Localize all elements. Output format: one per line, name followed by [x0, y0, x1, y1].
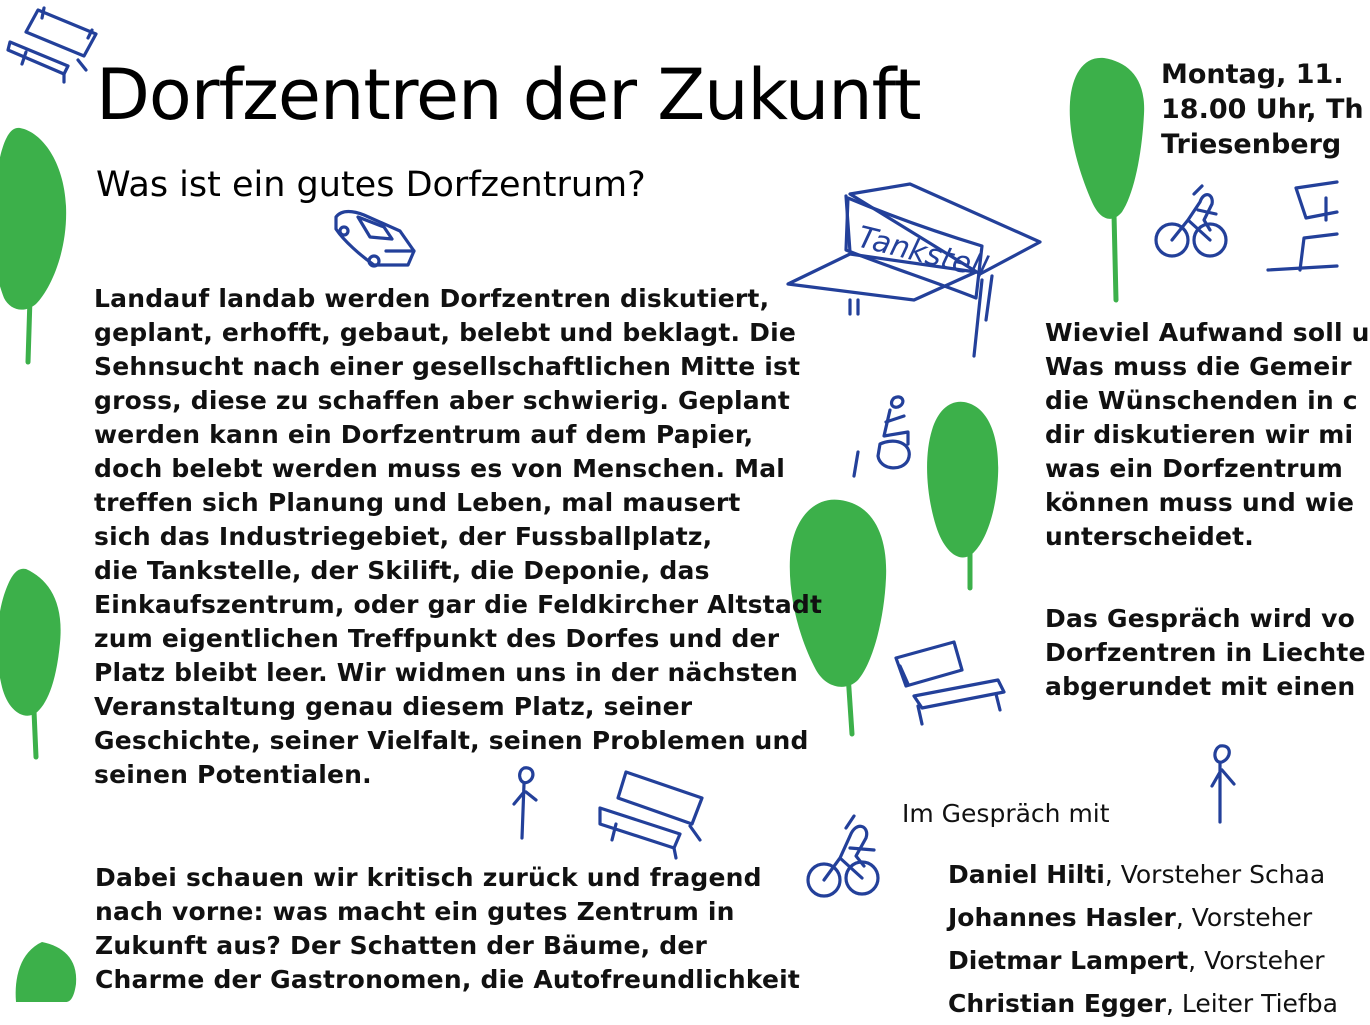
event-info	[1161, 57, 1364, 162]
text-line: die Wünschenden in c	[1045, 386, 1358, 415]
tree-sketch-icon	[0, 565, 72, 761]
panelist-name: Daniel Hilti	[948, 860, 1105, 889]
text-line: werden kann ein Dorfzentrum auf dem Papier,	[94, 420, 754, 449]
text-line: nach vorne: was macht ein gutes Zentrum in	[95, 897, 735, 926]
event-location: Triesenberg	[1161, 129, 1342, 160]
text-line: Einkaufszentrum, oder gar die Feldkircher Altstadt	[94, 590, 823, 619]
page-subtitle: Was ist ein gutes Dorfzentrum?	[96, 165, 646, 205]
text-line: dir diskutieren wir mi	[1045, 420, 1354, 449]
text-line: Landauf landab werden Dorfzentren diskutiert,	[94, 284, 770, 313]
gas-station-sign-text: Tankstell	[854, 219, 992, 286]
panelist-name: Christian Egger	[948, 989, 1166, 1018]
bench-sketch-icon	[892, 636, 1010, 728]
panelist-item	[948, 853, 1338, 896]
panelist-role: , Vorsteher Schaa	[1104, 860, 1326, 889]
panelist-name: Dietmar Lampert	[948, 946, 1189, 975]
bench-sketch-icon	[4, 4, 100, 84]
second-paragraph	[95, 861, 800, 997]
bench-sketch-icon	[1266, 176, 1337, 276]
intro-paragraph	[94, 282, 822, 792]
text-line: gross, diese zu schaffen aber schwierig. Geplant	[94, 386, 790, 415]
text-line: treffen sich Planung und Leben, mal mausert	[94, 488, 741, 517]
tree-sketch-icon	[1064, 54, 1148, 252]
panelist-role: , Vorsteher	[1188, 946, 1325, 975]
text-line: seinen Potentialen.	[94, 760, 372, 789]
panelist-list	[948, 853, 1338, 1025]
text-line: was ein Dorfzentrum	[1045, 454, 1343, 483]
text-line: abgerundet mit einen	[1045, 672, 1356, 701]
text-line: sich das Industriegebiet, der Fussballplatz,	[94, 522, 713, 551]
text-line: unterscheidet.	[1045, 522, 1254, 551]
text-line: Dabei schauen wir kritisch zurück und fragend	[95, 863, 762, 892]
text-line: zum eigentlichen Treffpunkt des Dorfes und der	[94, 624, 780, 653]
cyclist-sketch-icon	[804, 806, 884, 902]
text-line: können muss und wie	[1045, 488, 1355, 517]
text-line: Veranstaltung genau diesem Platz, seiner	[94, 692, 693, 721]
conversation-paragraph	[1045, 602, 1366, 704]
text-line: Geschichte, seiner Vielfalt, seinen Problemen und	[94, 726, 809, 755]
person-sketch-icon	[1204, 742, 1240, 826]
cyclist-sketch-icon	[1154, 180, 1230, 264]
text-line: Dorfzentren in Liechte	[1045, 638, 1366, 667]
text-line: doch belebt werden muss es von Menschen. Mal	[94, 454, 786, 483]
question-paragraph	[1045, 316, 1370, 554]
event-date: Montag, 11.	[1161, 59, 1344, 90]
panelist-item	[948, 896, 1338, 939]
tree-sketch-icon	[12, 938, 82, 1002]
tree-sketch-icon	[0, 122, 70, 368]
tree-sketch-icon	[920, 396, 1002, 594]
panelist-role: , Leiter Tiefba	[1165, 989, 1338, 1018]
event-time-place: 18.00 Uhr, Th	[1161, 94, 1364, 125]
wheelchair-sketch-icon	[850, 392, 920, 480]
panelist-item	[948, 982, 1338, 1025]
gas-station-sketch-icon	[786, 180, 1046, 364]
text-line: Charme der Gastronomen, die Autofreundlichkeit	[95, 965, 801, 994]
text-line: Das Gespräch wird vo	[1045, 604, 1356, 633]
text-line: Sehnsucht nach einer gesellschaftlichen Mitte ist	[94, 352, 801, 381]
text-line: die Tankstelle, der Skilift, die Deponie, das	[94, 556, 710, 585]
text-line: geplant, erhofft, gebaut, belebt und beklagt. Die	[94, 318, 797, 347]
text-line: Was muss die Gemeir	[1045, 352, 1352, 381]
text-line: Zukunft aus? Der Schatten der Bäume, der	[95, 931, 708, 960]
panelist-item	[948, 939, 1338, 982]
text-line: Wieviel Aufwand soll u	[1045, 318, 1370, 347]
panel-label: Im Gespräch mit	[902, 799, 1110, 828]
car-sketch-icon	[330, 205, 420, 271]
panelist-role: , Vorsteher	[1175, 903, 1313, 932]
page-title: Dorfzentren der Zukunft	[96, 54, 921, 136]
panelist-name: Johannes Hasler	[948, 903, 1176, 932]
text-line: Platz bleibt leer. Wir widmen uns in der nächsten	[94, 658, 799, 687]
